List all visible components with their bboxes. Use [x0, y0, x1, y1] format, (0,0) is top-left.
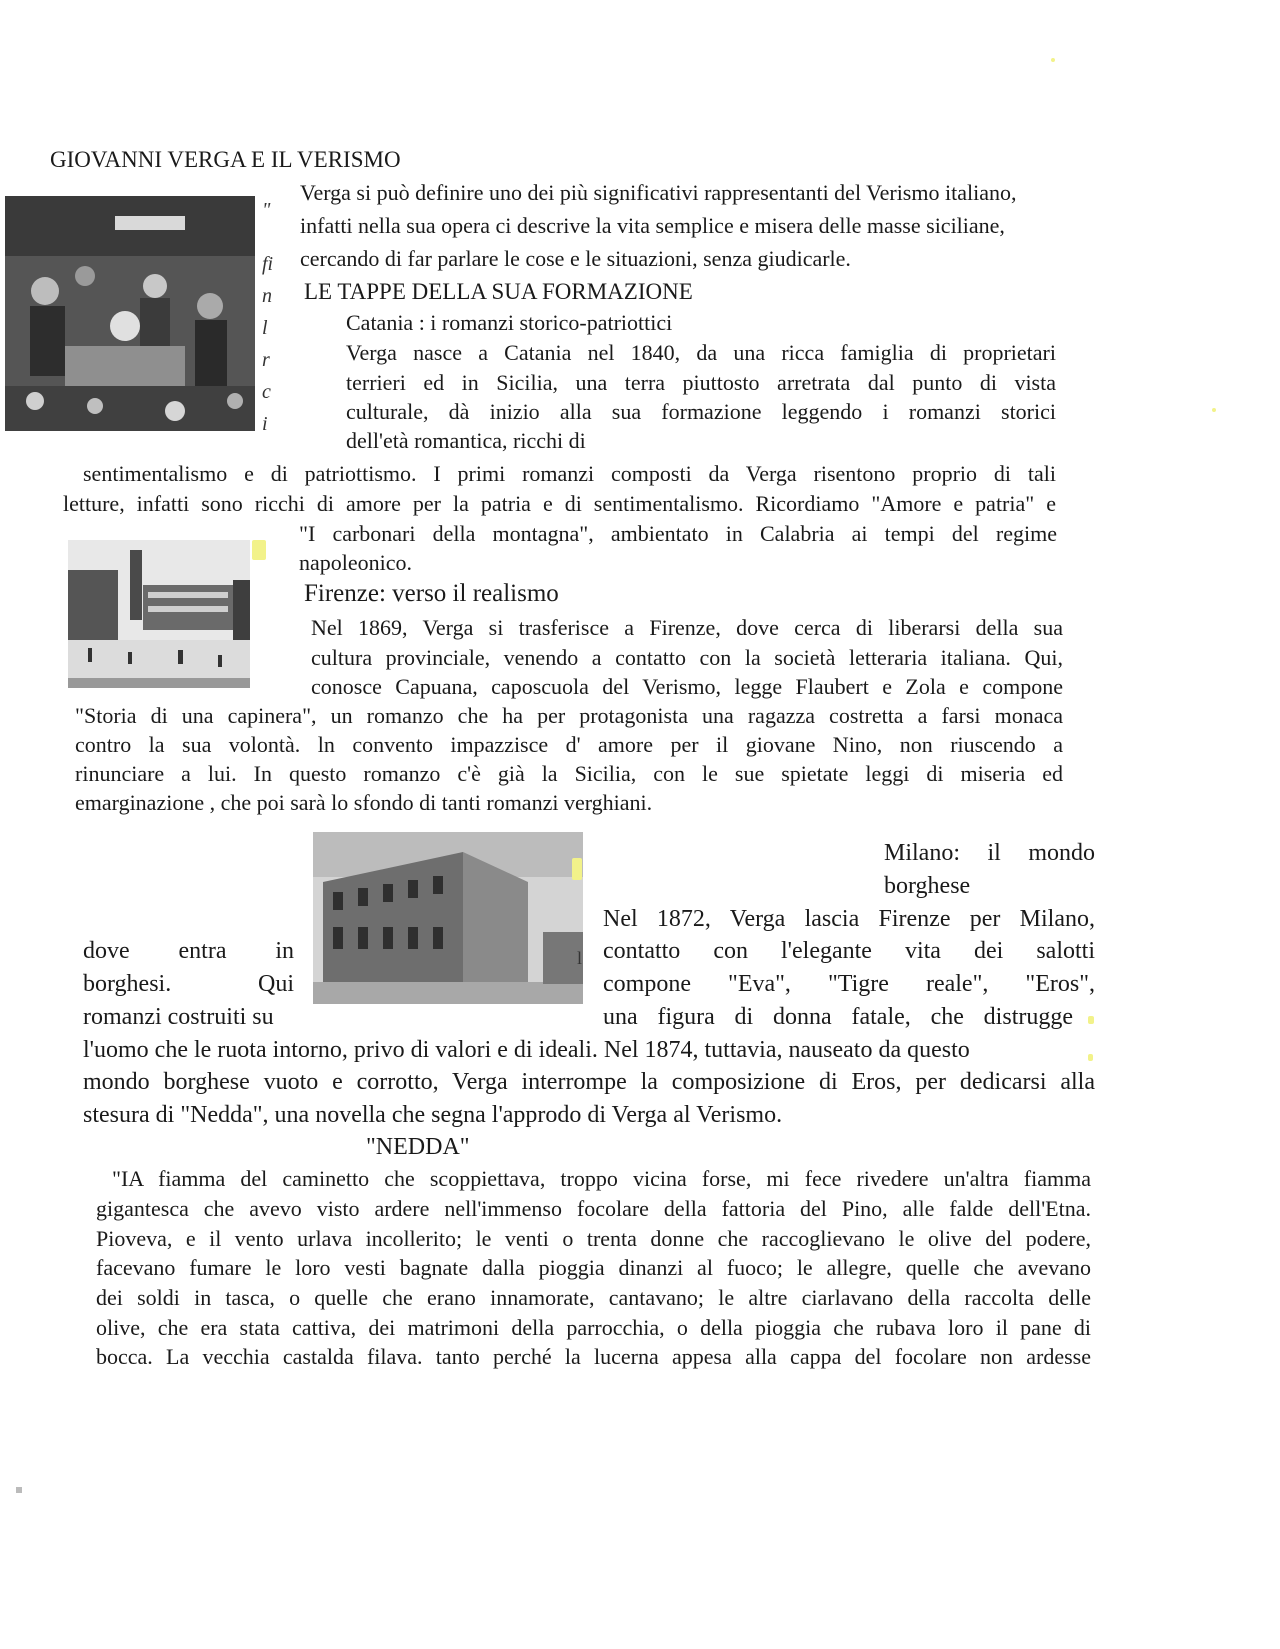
- firenze-line: conosce Capuana, caposcuola del Verismo, legge Flaubert e Zola e compone: [311, 674, 1063, 699]
- tappe-heading: LE TAPPE DELLA SUA FORMAZIONE: [304, 279, 693, 304]
- nedda-line: dei soldi in tasca, o quelle che erano innamorate, cantavano; le altre ciarlavano della raccolta delle: [96, 1285, 1091, 1310]
- nedda-line: bocca. La vecchia castalda filava. tanto perché la lucerna appesa alla cappa del focolare non ardesse: [96, 1344, 1091, 1369]
- intro-line: Verga si può definire uno dei più significativi rappresentanti del Verismo italiano,: [300, 180, 1017, 205]
- firenze-heading: Firenze: verso il realismo: [304, 580, 559, 607]
- firenze-line: emarginazione , che poi sarà lo sfondo di tanti romanzi verghiani.: [75, 790, 653, 815]
- intro-line: infatti nella sua opera ci descrive la vita semplice e misera delle masse siciliane,: [300, 213, 1005, 238]
- milano-line: compone "Eva", "Tigre reale", "Eros",: [603, 971, 1095, 997]
- firenze-line: rinunciare a lui. In questo romanzo c'è già la Sicilia, con le sue spietate leggi di miseria ed: [75, 761, 1063, 786]
- milano-line: contatto con l'elegante vita dei salotti: [603, 938, 1095, 964]
- catania-line: dell'età romantica, ricchi di: [346, 428, 586, 453]
- margin-letter: fi: [262, 253, 274, 275]
- milan-theatre-photo: [313, 832, 583, 1004]
- page-title: GIOVANNI VERGA E IL VERISMO: [50, 147, 401, 172]
- nedda-line: "IA fiamma del caminetto che scoppiettava, troppo vicina forse, mi fece rivedere un'altra fiamma: [112, 1166, 1091, 1191]
- scan-speck: [1212, 408, 1216, 412]
- intro-line: cercando di far parlare le cose e le situazioni, senza giudicarle.: [300, 246, 851, 271]
- firenze-line: Nel 1869, Verga si trasferisce a Firenze, dove cerca di liberarsi della sua: [311, 615, 1063, 640]
- firenze-line: "Storia di una capinera", un romanzo che ha per protagonista una ragazza costretta a farsi monaca: [75, 703, 1063, 728]
- catania-line: "I carbonari della montagna", ambientato in Calabria ai tempi del regime: [299, 521, 1057, 546]
- florence-piazza-photo: [68, 540, 250, 688]
- milano-line: borghesi. Qui: [83, 971, 294, 997]
- nedda-line: facevano fumare le loro vesti bagnate dalla pioggia dinanzi al fuoco; le allegre, quelle che avevano: [96, 1255, 1091, 1280]
- photo-edge-letter: l: [577, 948, 583, 968]
- milano-line: una figura di donna fatale, che distrugge: [603, 1004, 1073, 1030]
- nedda-line: olive, che era stata cattiva, dei matrimoni della parrocchia, o della pioggia che rubava loro il pane di: [96, 1315, 1091, 1340]
- market-scene-photo: [5, 196, 255, 431]
- catania-line: napoleonico.: [299, 550, 413, 575]
- margin-letter: l: [262, 317, 268, 339]
- milano-heading: Milano: il mondo: [884, 840, 1095, 866]
- catania-heading: Catania : i romanzi storico-patriottici: [346, 310, 673, 335]
- scan-mark: [16, 1487, 22, 1493]
- margin-letter: i: [262, 413, 268, 435]
- scan-speck: [1088, 1054, 1093, 1061]
- margin-letter: r: [262, 349, 270, 371]
- catania-line: sentimentalismo e di patriottismo. I primi romanzi composti da Verga risentono proprio di tali: [83, 461, 1056, 486]
- nedda-heading: "NEDDA": [366, 1134, 470, 1160]
- scan-speck: [1051, 58, 1055, 62]
- scan-speck: [1088, 1016, 1094, 1024]
- milano-line: mondo borghese vuoto e corrotto, Verga interrompe la composizione di Eros, per dedicarsi alla: [83, 1069, 1095, 1095]
- photo-margin-strip: [262, 194, 280, 435]
- milano-line: stesura di "Nedda", una novella che segna l'approdo di Verga al Verismo.: [83, 1102, 783, 1128]
- margin-letter: n: [262, 285, 272, 307]
- milano-line: romanzi costruiti su: [83, 1004, 274, 1030]
- scan-speck: [252, 540, 266, 560]
- catania-line: letture, infatti sono ricchi di amore per la patria e di sentimentalismo. Ricordiamo "Amore e patria" e: [63, 491, 1056, 516]
- nedda-line: gigantesca che avevo visto ardere nell'immenso focolare della fattoria del Pino, alle falde dell'Etna.: [96, 1196, 1091, 1221]
- firenze-line: contro la sua volontà. ln convento impazzisce d' amore per il giovane Nino, non riuscendo a: [75, 732, 1063, 757]
- firenze-line: cultura provinciale, venendo a contatto con la società letteraria italiana. Qui,: [311, 645, 1063, 670]
- milano-line: l'uomo che le ruota intorno, privo di valori e di ideali. Nel 1874, tuttavia, nauseato da questo: [83, 1037, 970, 1063]
- milano-line: dove entra in: [83, 938, 294, 964]
- catania-line: culturale, dà inizio alla sua formazione leggendo i romanzi storici: [346, 399, 1056, 424]
- nedda-line: Pioveva, e il vento urlava incollerito; le venti o trenta donne che raccoglievano le olive del podere,: [96, 1226, 1091, 1251]
- milano-heading: borghese: [884, 873, 971, 899]
- margin-letter: c: [262, 381, 271, 403]
- scan-speck: [572, 858, 582, 880]
- margin-letter: ": [262, 199, 271, 221]
- catania-line: terrieri ed in Sicilia, una terra piuttosto arretrata dal punto di vista: [346, 370, 1056, 395]
- milano-line: Nel 1872, Verga lascia Firenze per Milano,: [603, 906, 1095, 932]
- catania-line: Verga nasce a Catania nel 1840, da una ricca famiglia di proprietari: [346, 340, 1056, 365]
